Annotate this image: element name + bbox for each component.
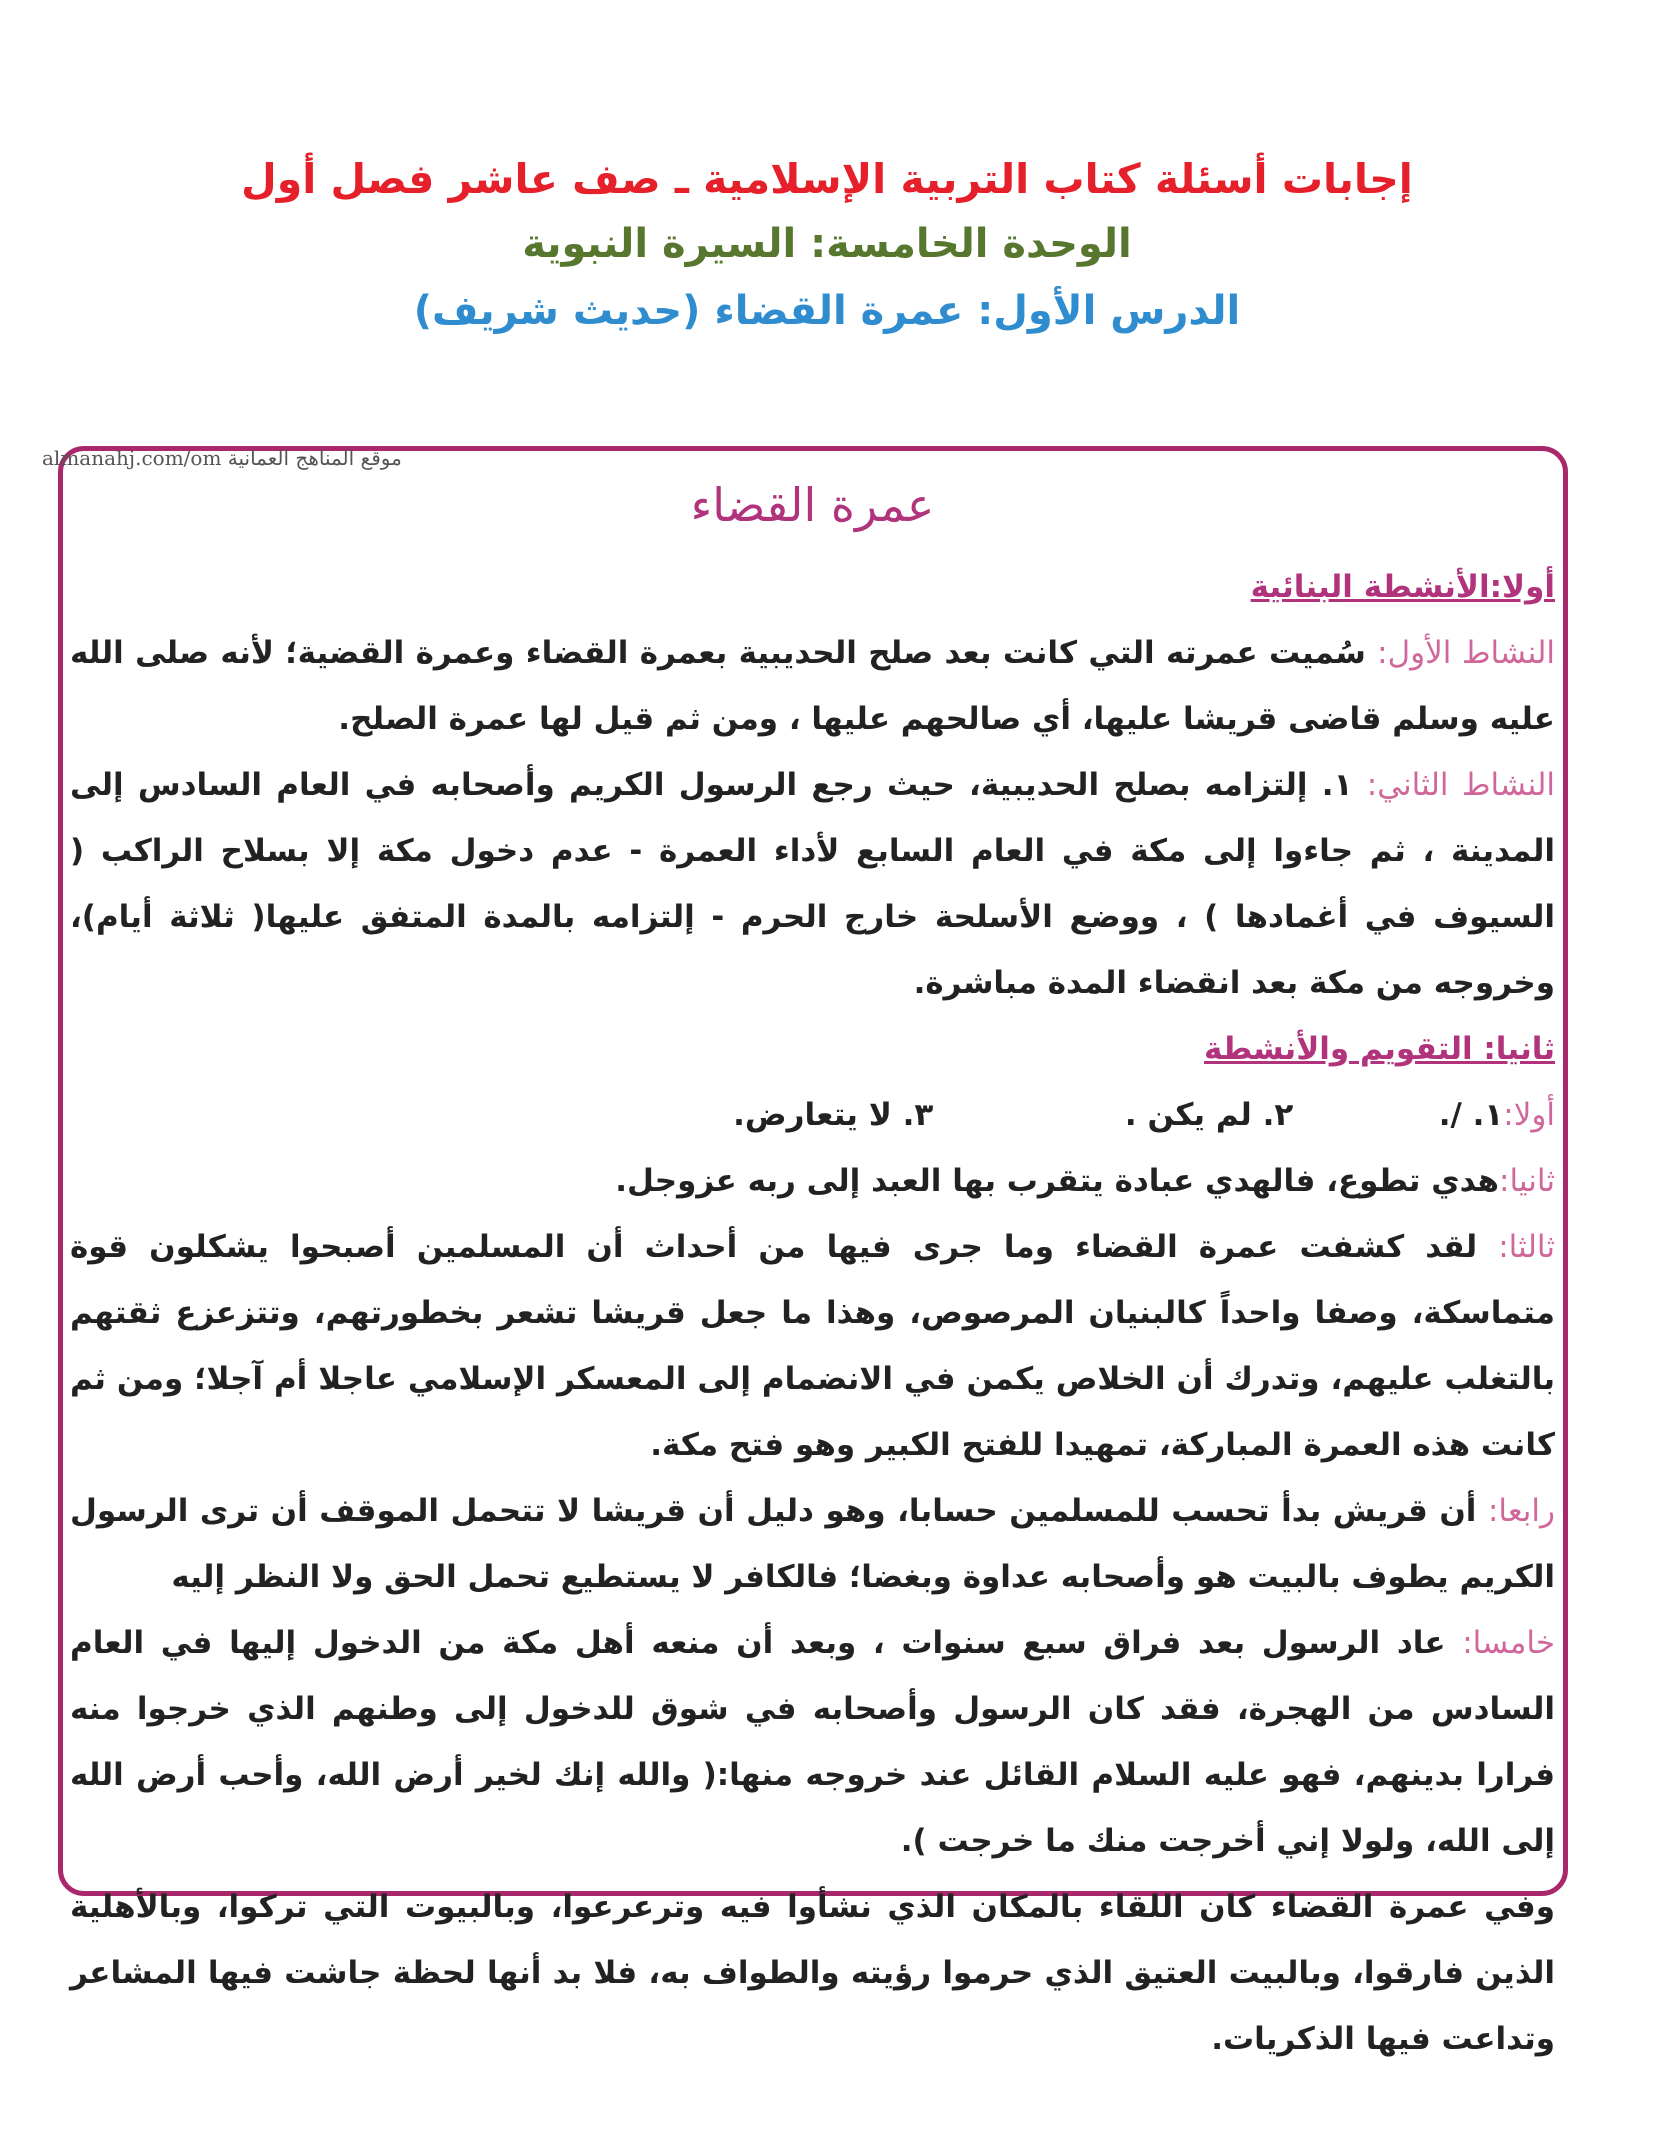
activity-1-text: سُميت عمرته التي كانت بعد صلح الحديبية بعمرة القضاء وعمرة القضية؛ لأنه صلى الله عليه وسلم قاضى قريشا عليها، أي صالحهم عليها ، ومن ثم قيل لها عمرة الصلح. xyxy=(70,635,1555,737)
answer-1-item-1: ١. /. xyxy=(1438,1097,1504,1133)
document-title: إجابات أسئلة كتاب التربية الإسلامية ـ صف عاشر فصل أول xyxy=(241,155,1413,203)
answer-5-continued: وفي عمرة القضاء كان اللقاء بالمكان الذي نشأوا فيه وترعرعوا، وبالبيوت التي تركوا، وبالأهلية الذين فارقوا، وبالبيت العتيق الذي حرموا رؤيته والطواف به، فلا بد أنها لحظة جاشت فيها المشاعر وتداعت فيها الذكريات. xyxy=(70,1889,1555,2057)
activity-2-text: ١. إلتزامه بصلح الحديبية، حيث رجع الرسول الكريم وأصحابه في العام السادس إلى المدينة ، ثم جاءوا إلى مكة في العام السابع لأداء العمرة - عدم دخول مكة إلا بسلاح الراكب ( السيوف في أغمادها ) ، ووضع الأسلحة خارج الحرم - إلتزامه بالمدة المتفق عليها( ثلاثة أيام)، وخروجه من مكة بعد انقضاء المدة مباشرة. xyxy=(70,767,1555,1001)
answer-4-text: أن قريش بدأ تحسب للمسلمين حسابا، وهو دليل أن قريشا لا تتحمل الموقف أن ترى الرسول الكريم يطوف بالبيت هو وأصحابه عداوة وبغضا؛ فالكافر لا يستطيع تحمل الحق ولا النظر إليه xyxy=(70,1493,1555,1595)
answer-1 xyxy=(70,1082,1555,1148)
answer-2-text: هدي تطوع، فالهدي عبادة يتقرب بها العبد إلى ربه عزوجل. xyxy=(615,1163,1500,1199)
answers-content xyxy=(70,470,1555,2072)
section-heading-building-activities: أولا:الأنشطة البنائية xyxy=(1250,569,1555,605)
watermark: almanahj.com/om موقع المناهج العمانية xyxy=(42,446,402,470)
answer-2 xyxy=(70,1148,1555,1214)
answer-1-item-3: ٣. لا يتعارض. xyxy=(733,1097,934,1133)
answer-5-label: خامسا: xyxy=(1462,1625,1555,1661)
activity-1-label: النشاط الأول: xyxy=(1377,635,1555,671)
answer-3 xyxy=(70,1214,1555,1478)
activity-2-label: النشاط الثاني: xyxy=(1366,767,1555,803)
answer-4-label: رابعا: xyxy=(1487,1493,1555,1529)
answer-1-item-2: ٢. لم يكن . xyxy=(1124,1097,1294,1133)
answer-5-text: عاد الرسول بعد فراق سبع سنوات ، وبعد أن منعه أهل مكة من الدخول إليها في العام السادس من الهجرة، فقد كان الرسول وأصحابه في شوق للدخول إلى وطنهم الذي خرجوا منه فرارا بدينهم، فهو عليه السلام القائل عند خروجه منها:( والله إنك لخير أرض الله، وأحب أرض الله إلى الله، ولولا إني أخرجت منك ما خرجت ). xyxy=(70,1625,1555,1859)
answer-3-text: لقد كشفت عمرة القضاء وما جرى فيها من أحداث أن المسلمين أصبحوا يشكلون قوة متماسكة، وصفا واحداً كالبنيان المرصوص، وهذا ما جعل قريشا تشعر بخطورتهم، وتتزعزع ثقتهم بالتغلب عليهم، وتدرك أن الخلاص يكمن في الانضمام إلى المعسكر الإسلامي عاجلا أم آجلا؛ ومن ثم كانت هذه العمرة المباركة، تمهيدا للفتح الكبير وهو فتح مكة. xyxy=(70,1229,1555,1463)
answer-5 xyxy=(70,1610,1555,1874)
box-title: عمرة القضاء xyxy=(690,478,935,532)
answer-2-label: ثانيا: xyxy=(1499,1163,1555,1199)
unit-title: الوحدة الخامسة: السيرة النبوية xyxy=(522,221,1132,267)
section-heading-evaluation: ثانيا: التقويم والأنشطة xyxy=(1204,1031,1555,1067)
answer-1-label: أولا: xyxy=(1503,1097,1555,1133)
answer-4 xyxy=(70,1478,1555,1610)
lesson-title: الدرس الأول: عمرة القضاء (حديث شريف) xyxy=(413,288,1241,334)
page-header xyxy=(0,148,1654,344)
activity-2 xyxy=(70,752,1555,1016)
answer-3-label: ثالثا: xyxy=(1498,1229,1555,1265)
activity-1 xyxy=(70,620,1555,752)
